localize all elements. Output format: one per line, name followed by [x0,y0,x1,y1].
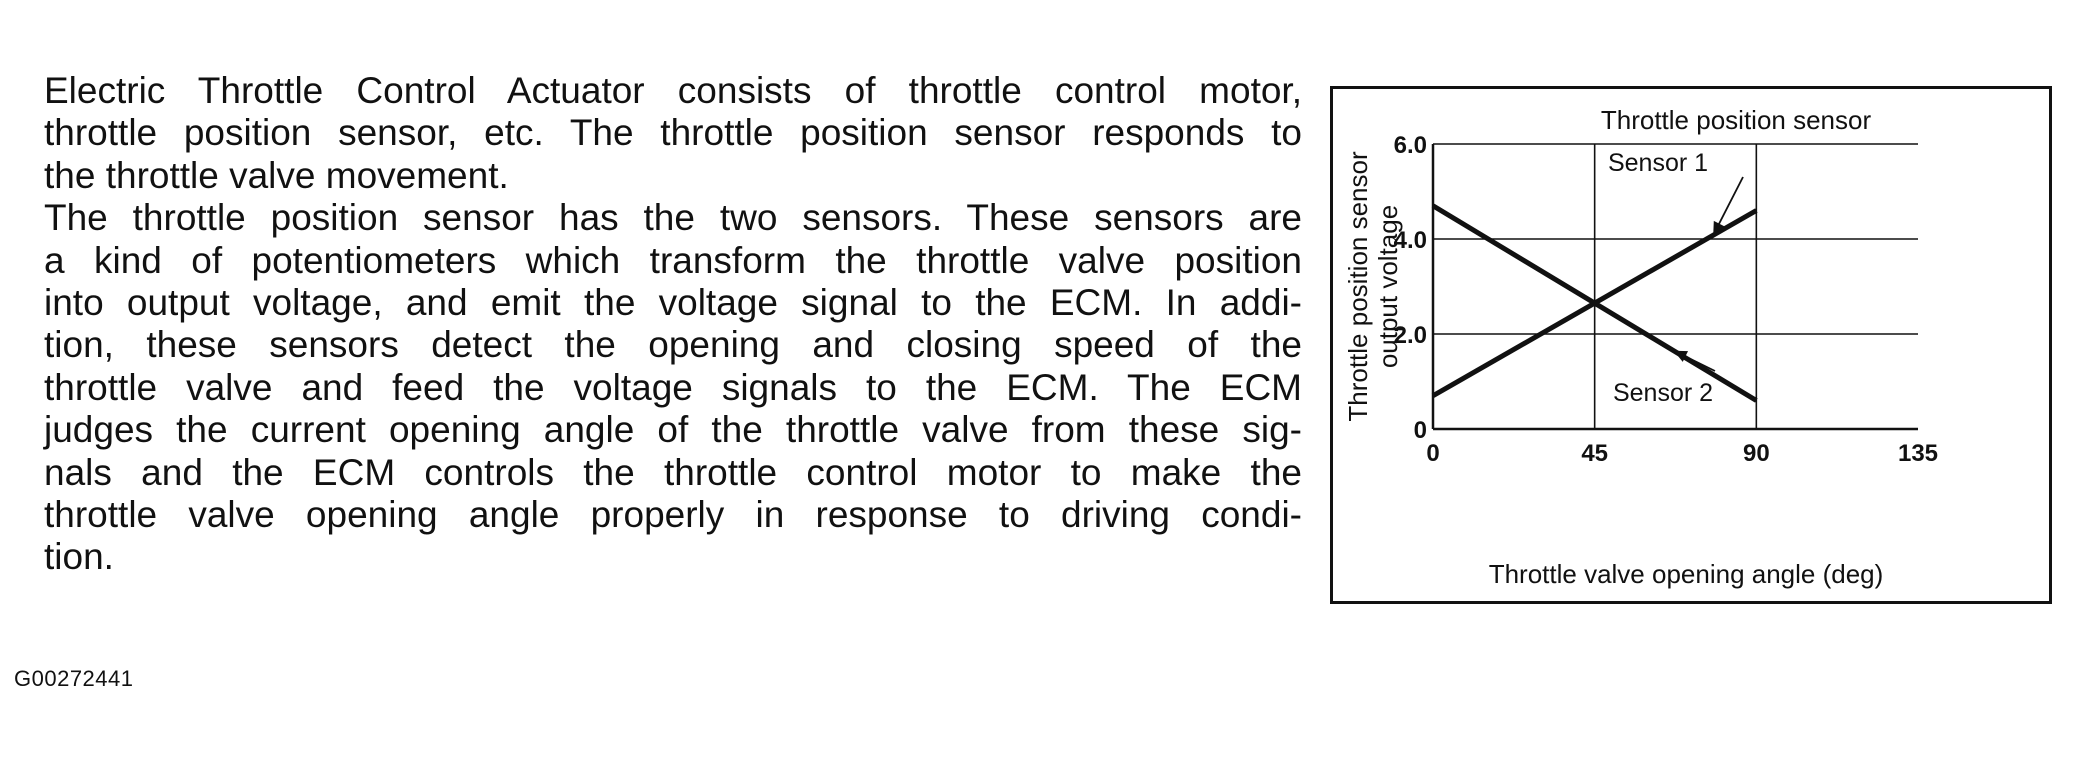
series-label: Sensor 1 [1607,149,1709,177]
series-label: Sensor 2 [1612,379,1714,407]
y-axis-label-line: output voltage [1373,204,1403,369]
x-tick-label: 90 [1742,440,1770,467]
x-axis-label: Throttle valve opening angle (deg) [1488,559,1884,589]
paragraph-2 [44,197,1302,579]
text-line: The throttle position sensor has the two sensors. These sensors are [44,197,1302,239]
text-line: into output voltage, and emit the voltage signal to the ECM. In addi- [44,282,1302,324]
x-tick-label: 135 [1897,440,1939,467]
y-tick-label: 2.0 [1393,322,1427,349]
text-line: judges the current opening angle of the throttle valve from these sig- [44,409,1302,451]
y-axis-label [1343,151,1403,422]
text-line: Electric Throttle Control Actuator consists of throttle control motor, [44,70,1302,111]
y-axis-label-line: Throttle position sensor [1343,151,1373,422]
y-tick-label: 0 [1413,417,1427,444]
x-tick-label: 0 [1426,440,1440,467]
text-line: throttle valve opening angle properly in response to driving condi- [44,494,1302,536]
throttle-sensor-chart [1333,89,2049,601]
text-line: tion. [44,536,114,578]
text-line: throttle position sensor, etc. The throttle position sensor responds to [44,112,1302,154]
figure-id: G00272441 [14,666,134,691]
y-tick-label: 4.0 [1393,227,1427,254]
chart-annotations [1608,149,1743,407]
text-line: a kind of potentiometers which transform the throttle valve position [44,239,1302,281]
chart-frame [1330,86,2052,604]
chart-ticks [1394,132,1938,467]
text-line: tion, these sensors detect the opening and closing speed of the [44,324,1302,366]
paragraph-1 [44,70,1302,197]
body-text [44,70,1302,579]
x-tick-label: 45 [1581,440,1609,467]
text-line: the throttle valve movement. [44,154,509,196]
text-line: throttle valve and feed the voltage signals to the ECM. The ECM [44,366,1302,408]
text-line: nals and the ECM controls the throttle control motor to make the [44,451,1302,493]
chart-title: Throttle position sensor [1600,105,1872,135]
y-tick-label: 6.0 [1393,132,1427,159]
